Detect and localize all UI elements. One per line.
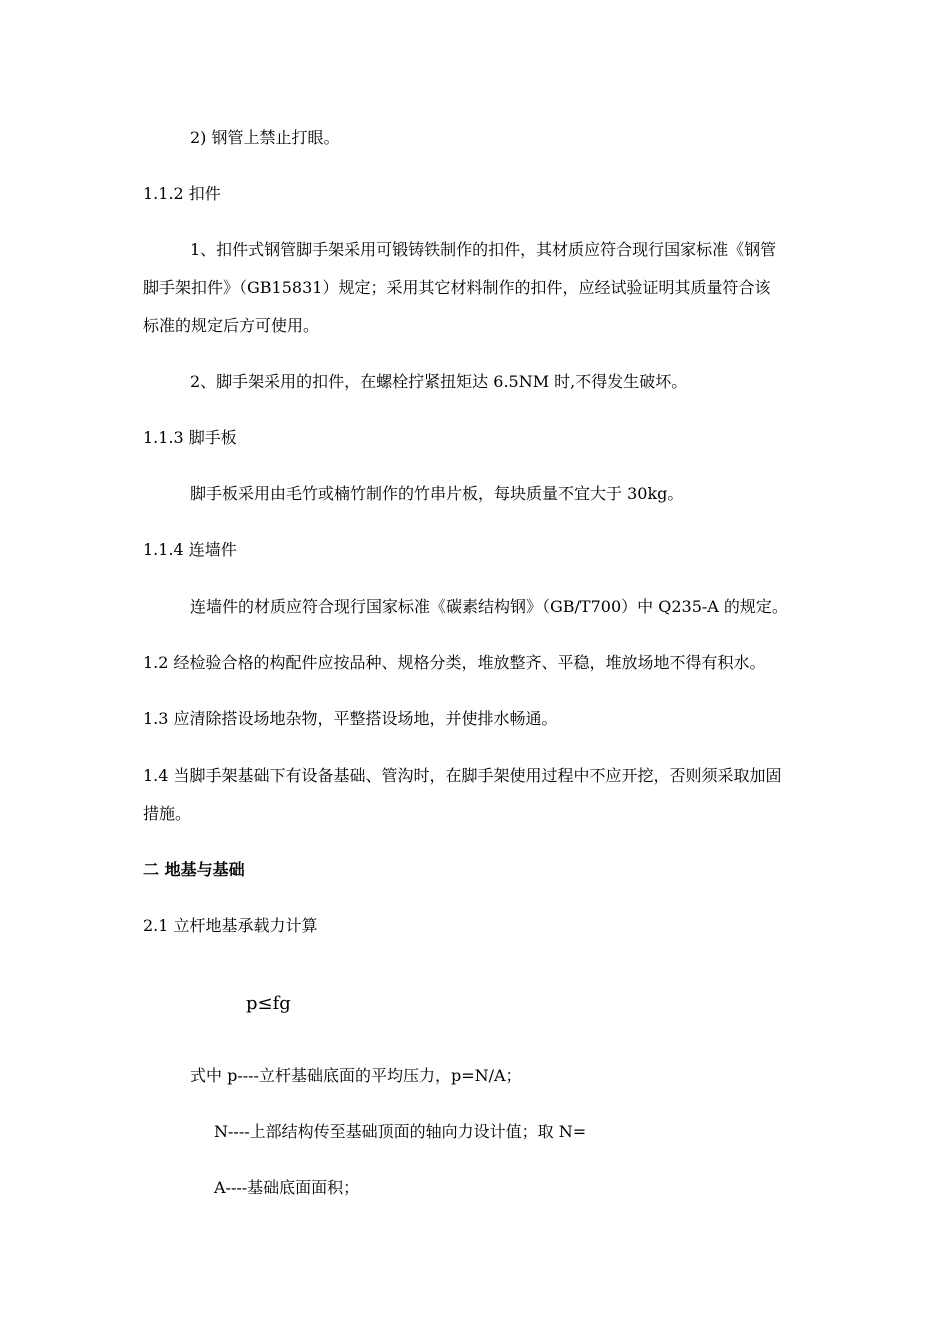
heading-2-1: 2.1 立杆地基承载力计算	[143, 916, 318, 935]
paragraph-fastener-1-line-1: 1、扣件式钢管脚手架采用可锻铸铁制作的扣件，其材质应符合现行国家标准《钢管	[190, 240, 777, 259]
definition-a: A----基础底面面积；	[214, 1178, 360, 1197]
definition-p: 式中 p----立杆基础底面的平均压力，p=N/A；	[190, 1066, 522, 1085]
heading-1-1-4: 1.1.4 连墙件	[143, 540, 237, 559]
heading-1-1-3: 1.1.3 脚手板	[143, 428, 237, 447]
section-heading-2: 二 地基与基础	[143, 860, 245, 879]
definition-n: N----上部结构传至基础顶面的轴向力设计值；取 N=	[214, 1122, 587, 1141]
paragraph-fastener-1-line-3: 标准的规定后方可使用。	[143, 316, 320, 335]
list-item-steel-pipe: 2) 钢管上禁止打眼。	[190, 128, 340, 147]
heading-1-1-2: 1.1.2 扣件	[143, 184, 221, 203]
formula: p≤fg	[246, 993, 291, 1014]
paragraph-1-4-line-1: 1.4 当脚手架基础下有设备基础、管沟时，在脚手架使用过程中不应开挖，否则须采取加固	[143, 766, 782, 785]
paragraph-wall-tie: 连墙件的材质应符合现行国家标准《碳素结构钢》（GB/T700）中 Q235-A 的规定。	[190, 597, 788, 616]
paragraph-scaffold-board: 脚手板采用由毛竹或楠竹制作的竹串片板，每块质量不宜大于 30kg。	[190, 484, 684, 503]
paragraph-fastener-2: 2、脚手架采用的扣件，在螺栓拧紧扭矩达 6.5NM 时,不得发生破坏。	[190, 372, 688, 391]
paragraph-1-4-line-2: 措施。	[143, 804, 192, 823]
paragraph-1-2: 1.2 经检验合格的构配件应按品种、规格分类，堆放整齐、平稳，堆放场地不得有积水。	[143, 653, 766, 672]
paragraph-1-3: 1.3 应清除搭设场地杂物，平整搭设场地，并使排水畅通。	[143, 709, 558, 728]
paragraph-fastener-1-line-2: 脚手架扣件》（GB15831）规定；采用其它材料制作的扣件，应经试验证明其质量符合该	[143, 278, 771, 297]
